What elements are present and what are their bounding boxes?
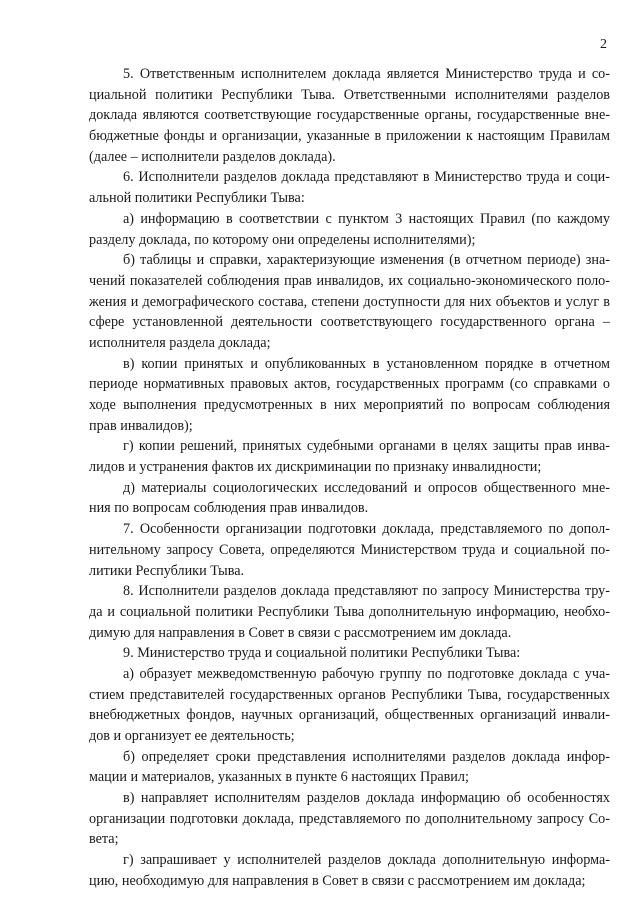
text-line: д) материалы социологических исследований и опросов общественного мне- (123, 479, 610, 496)
text-line: димую для направления в Совет в связи с рассмотрением им доклада. (89, 624, 512, 641)
text-line: 9. Министерство труда и социальной политики Республики Тыва: (123, 645, 521, 662)
text-line: бюджетные фонды и организации, указанные в приложении к настоящим Правилам (89, 128, 610, 145)
text-line: в) направляет исполнителям разделов доклада информацию об особенностях (123, 790, 610, 807)
text-line: циальной политики Республики Тыва. Ответственными исполнителями разделов (89, 86, 610, 103)
text-line: цию, необходимую для направления в Совет в связи с рассмотрением им доклада; (89, 872, 586, 889)
text-line: 7. Особенности организации подготовки доклада, представляемого по допол- (123, 521, 610, 538)
text-line: мации и материалов, указанных в пункте 6 настоящих Правил; (89, 769, 469, 786)
text-line: чений показателей соблюдения прав инвалидов, их социально-экономического поло- (89, 272, 610, 289)
text-line: б) таблицы и справки, характеризующие изменения (в отчетном периоде) зна- (123, 252, 610, 269)
text-line: разделу доклада, по которому они определены исполнителями); (89, 231, 476, 248)
text-line: ния по вопросам соблюдения прав инвалидов. (89, 500, 369, 517)
document-body (89, 64, 610, 892)
text-line: 5. Ответственным исполнителем доклада является Министерство труда и со- (123, 66, 610, 82)
text-line: да и социальной политики Республики Тыва дополнительную информацию, необхо- (89, 603, 610, 620)
text-line: прав инвалидов); (89, 417, 193, 434)
text-line: вета; (89, 831, 119, 848)
text-line: доклада являются соответствующие государственные органы, государственные вне- (89, 107, 610, 124)
text-line: сфере установленной деятельности соответствующего государственного органа – (89, 314, 610, 331)
text-line: в) копии принятых и опубликованных в установленном порядке в отчетном (123, 355, 610, 372)
text-line: а) информацию в соответствии с пунктом 3 настоящих Правил (по каждому (123, 210, 610, 227)
text-line: (далее – исполнители разделов доклада). (89, 148, 336, 165)
text-line: исполнителя раздела доклада; (89, 334, 271, 351)
text-line: б) определяет сроки представления исполнителями разделов доклада инфор- (123, 748, 610, 765)
text-line: жения и демографического состава, степени доступности для них объектов и услуг в (89, 293, 610, 310)
text-line: г) запрашивает у исполнителей разделов доклада дополнительную информа- (123, 852, 610, 869)
text-line: ходе выполнения предусмотренных в них мероприятий по вопросам соблюдения (89, 397, 610, 413)
text-line: лидов и устранения фактов их дискриминации по признаку инвалидности; (89, 459, 542, 476)
text-line: периоде нормативных правовых актов, государственных программ (со справками о (89, 376, 610, 393)
page-number: 2 (600, 37, 607, 52)
text-line: внебюджетных фондов, научных организаций, общественных организаций инвали- (89, 707, 610, 724)
text-line: дов и организует ее деятельность; (89, 728, 295, 744)
text-line: литики Республики Тыва. (89, 562, 245, 579)
text-line: г) копии решений, принятых судебными органами в целях защиты прав инва- (123, 438, 610, 455)
text-line: организации подготовки доклада, представляемого по дополнительному запросу Со- (89, 810, 610, 827)
text-line: 6. Исполнители разделов доклада представляют в Министерство труда и соци- (123, 169, 610, 186)
text-line: нительному запросу Совета, определяются Министерством труда и социальной по- (89, 541, 610, 558)
text-line: а) образует межведомственную рабочую группу по подготовке доклада с уча- (123, 665, 610, 682)
text-line: альной политики Республики Тыва: (89, 190, 305, 207)
text-line: 8. Исполнители разделов доклада представляют по запросу Министерства тру- (123, 583, 610, 600)
text-line: стием представителей государственных органов Республики Тыва, государственных (89, 686, 610, 703)
